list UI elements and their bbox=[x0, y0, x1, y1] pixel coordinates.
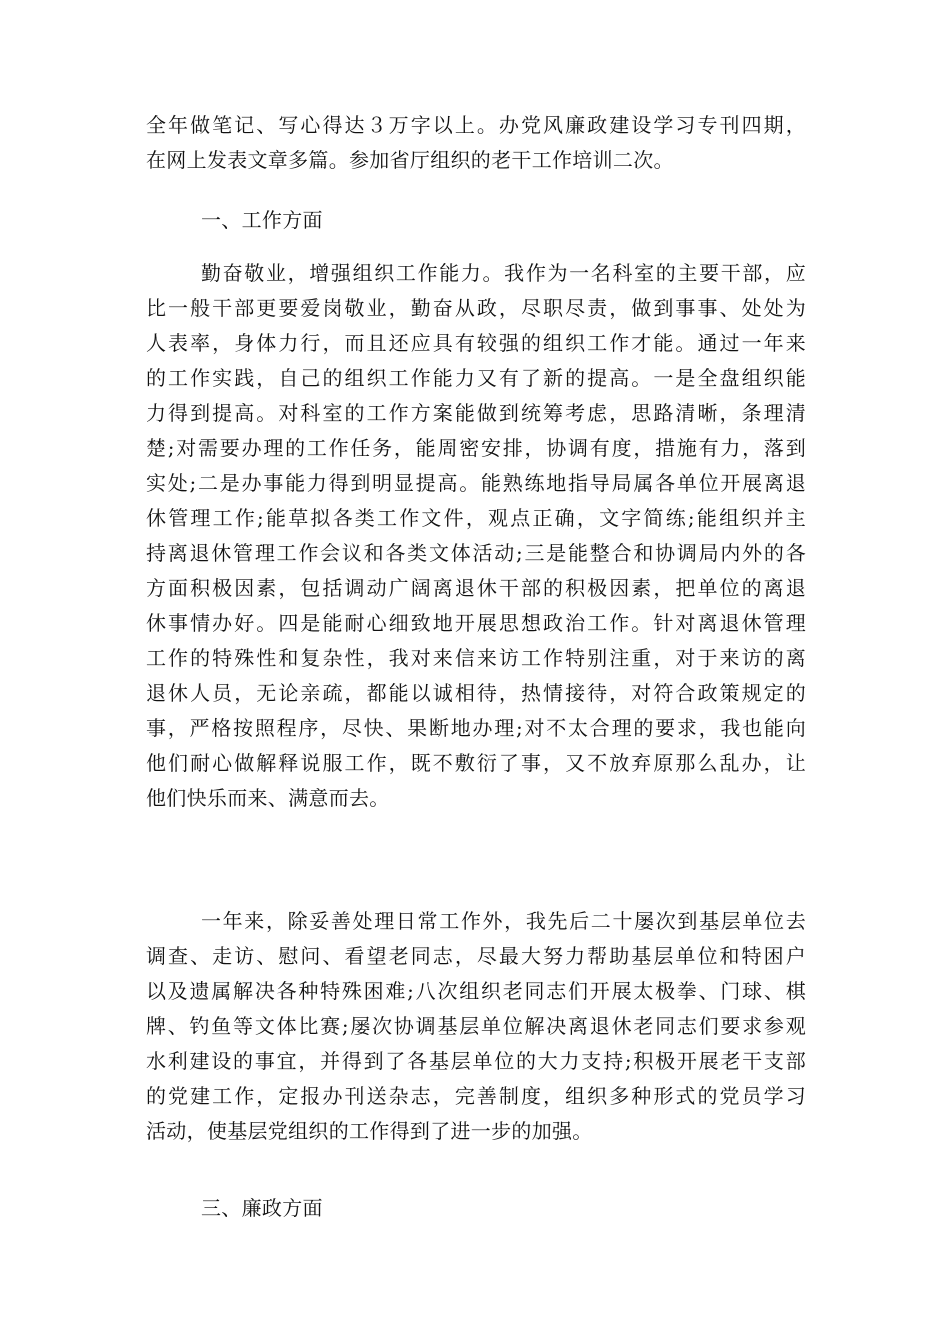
text-line: 活动，使基层党组织的工作得到了进一步的加强。 bbox=[146, 1119, 593, 1143]
text-line: 一年来，除妥善处理日常工作外，我先后二十屡次到基层单位去 bbox=[201, 909, 806, 933]
text-line: 他们耐心做解释说服工作，既不敷衍了事，又不放弃原那么乱办，让 bbox=[146, 751, 806, 775]
text-line: 他们快乐而来、满意而去。 bbox=[146, 786, 390, 810]
text-line: 水利建设的事宜，并得到了各基层单位的大力支持;积极开展老干支部 bbox=[146, 1049, 806, 1073]
text-line: 在网上发表文章多篇。参加省厅组织的老干工作培训二次。 bbox=[146, 148, 674, 172]
text-line: 牌、钓鱼等文体比赛;屡次协调基层单位解决离退休老同志们要求参观 bbox=[146, 1014, 806, 1038]
text-line: 人表率，身体力行，而且还应具有较强的组织工作才能。通过一年来 bbox=[146, 331, 806, 355]
year-paragraph bbox=[146, 904, 806, 1149]
text-line: 事，严格按照程序，尽快、果断地办理;对不太合理的要求，我也能向 bbox=[146, 716, 806, 740]
text-line: 勤奋敬业，增强组织工作能力。我作为一名科室的主要干部，应 bbox=[201, 261, 806, 285]
text-line: 的工作实践，自己的组织工作能力又有了新的提高。一是全盘组织能 bbox=[146, 366, 806, 390]
work-paragraph bbox=[146, 256, 806, 816]
intro-paragraph bbox=[146, 108, 806, 178]
text-line: 楚;对需要办理的工作任务，能周密安排，协调有度，措施有力，落到 bbox=[146, 436, 806, 460]
text-line: 实处;二是办事能力得到明显提高。能熟练地指导局属各单位开展离退 bbox=[146, 471, 806, 495]
text-line: 退休人员，无论亲疏，都能以诚相待，热情接待，对符合政策规定的 bbox=[146, 681, 806, 705]
text-line: 休事情办好。四是能耐心细致地开展思想政治工作。针对离退休管理 bbox=[146, 611, 806, 635]
text-line: 全年做笔记、写心得达３万字以上。办党风廉政建设学习专刊四期， bbox=[146, 113, 806, 137]
text-line: 方面积极因素，包括调动广阔离退休干部的积极因素，把单位的离退 bbox=[146, 576, 806, 600]
text-line: 休管理工作;能草拟各类工作文件，观点正确，文字简练;能组织并主 bbox=[146, 506, 806, 530]
text-line: 持离退休管理工作会议和各类文体活动;三是能整合和协调局内外的各 bbox=[146, 541, 806, 565]
text-line: 的党建工作，定报办刊送杂志，完善制度，组织多种形式的党员学习 bbox=[146, 1084, 806, 1108]
text-line: 比一般干部更要爱岗敬业，勤奋从政，尽职尽责，做到事事、处处为 bbox=[146, 296, 806, 320]
text-line: 调查、走访、慰问、看望老同志，尽最大努力帮助基层单位和特困户 bbox=[146, 944, 806, 968]
text-line: 以及遗属解决各种特殊困难;八次组织老同志们开展太极拳、门球、棋 bbox=[146, 979, 806, 1003]
text-line: 力得到提高。对科室的工作方案能做到统筹考虑，思路清晰，条理清 bbox=[146, 401, 806, 425]
section-heading-work: 一、工作方面 bbox=[201, 208, 323, 232]
section-heading-integrity: 三、廉政方面 bbox=[201, 1196, 323, 1220]
text-line: 工作的特殊性和复杂性，我对来信来访工作特别注重，对于来访的离 bbox=[146, 646, 806, 670]
